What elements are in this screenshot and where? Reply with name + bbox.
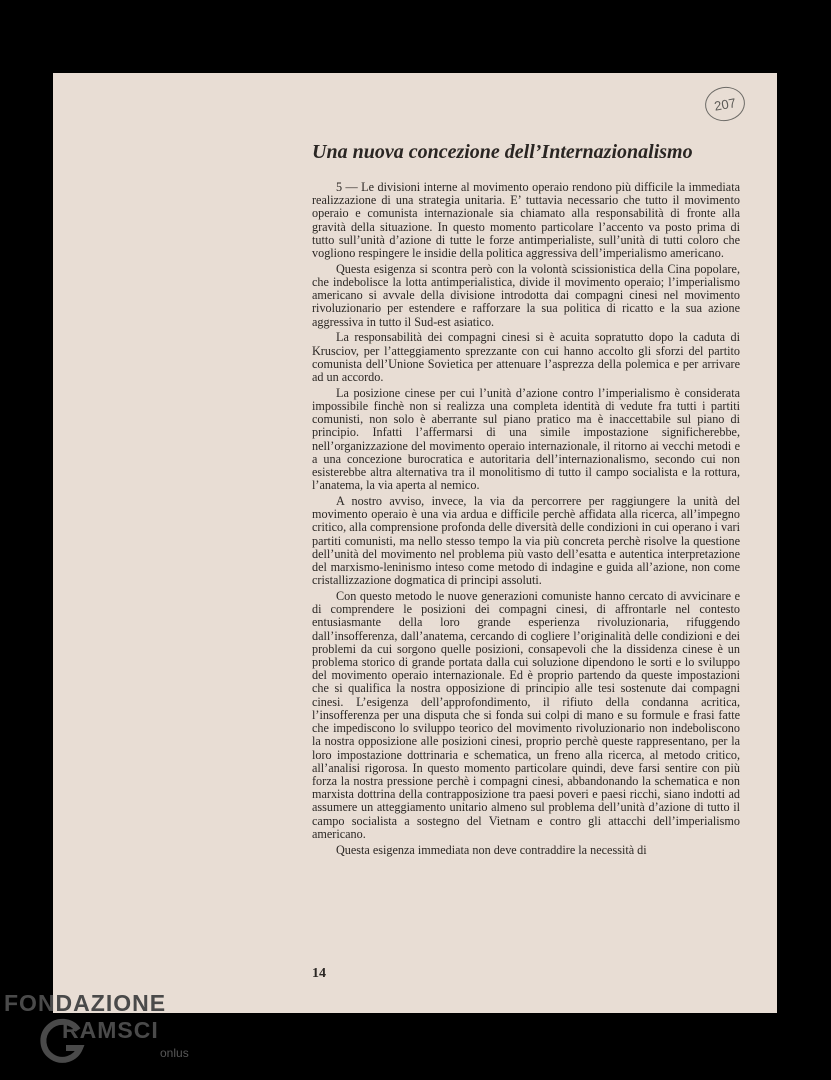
body-text <box>312 181 740 859</box>
watermark-line3: onlus <box>160 1046 189 1060</box>
page-title: Una nuova concezione dell’Internazionalismo <box>312 141 693 163</box>
document-page <box>53 73 777 1013</box>
paragraph-2: Questa esigenza si scontra però con la volontà scissionistica della Cina popolare, che indebolisce la lotta antimperialistica, divide il movimento operaio; l’imperialismo americano si avvale della divisione introdotta dai compagni cinesi nel movimento rivoluzionario per estendere e rafforzare la sua politica di ricatto e la sua azione aggressiva in tutto il Sud-est asiatico. <box>312 261 740 329</box>
watermark-line1: FONDAZIONE <box>4 990 167 1016</box>
paragraph-3: La responsabilità dei compagni cinesi si è acuita sopratutto dopo la caduta di Krusciov, per l’atteggiamento sprezzante con cui hanno accolto gli sforzi del partito comunista dell’Unione Sovietica per attenuare l’asprezza della polemica e per arrivare ad un accordo. <box>312 330 740 385</box>
archive-stamp: 207 <box>702 84 747 124</box>
paragraph-1: 5 — Le divisioni interne al movimento operaio rendono più difficile la immediata realizzazione di una strategia unitaria. E’ tuttavia necessario che tutto il movimento operaio e comunista internazionale sia chiamato alla responsabilità di fronte alla gravità della situazione. In questo momento particolare l’accento va posto prima di tutto sull’unità d’azione di tutte le forze antimperialiste, sull’unità di tutti coloro che vogliono respingere le insidie della politica aggressiva dell’imperialismo americano. <box>312 180 740 261</box>
paragraph-6: Con questo metodo le nuove generazioni comuniste hanno cercato di avvicinare e di comprendere le posizioni dei compagni cinesi, di affrontarle nel contesto entusiasmante della loro grande esperienza rivoluzionaria, rifuggendo dall’insofferenza, dall’anatema, cercando di cogliere l’originalità delle condizioni e dei problemi da cui sorgono quelle posizioni, consapevoli che la dissidenza cinese è un problema storico di grande portata dalla cui soluzione dipendono le sorti e lo sviluppo del movimento operaio internazionale. Ed è proprio partendo da queste impostazioni che si qualifica la nostra opposizione di principio alle tesi sostenute dai compagni cinesi. L’esigenza dell’approfondimento, il rifiuto della condanna acritica, l’insofferenza per una disputa che si fonda sui colpi di mano e su formule e frasi fatte che impediscono lo sviluppo teorico del movimento rivoluzionario non indeboliscono la nostra opposizione alle posizioni cinesi, proprio perchè queste rappresentano, per la loro impostazione dottrinaria e schematica, un freno alla ricerca, al metodo critico, all’analisi rigorosa. In questo momento particolare quindi, deve farsi sentire con più forza la nostra pressione perchè i compagni cinesi, abbandonando la schematica e non marxista dottrina della contrapposizione tra paesi poveri e paesi ricchi, siano indotti ad assumere un atteggiamento unitario almeno sul problema dell’unità d’azione di tutto il campo socialista a sostegno del Vietnam e contro gli attacchi dell’imperialismo americano. <box>312 589 740 841</box>
fondazione-gramsci-watermark <box>4 990 214 1080</box>
watermark-line2: RAMSCI <box>62 1017 159 1043</box>
paragraph-7: Questa esigenza immediata non deve contraddire la necessità di <box>336 842 647 857</box>
page-number: 14 <box>312 966 326 981</box>
paragraph-5: A nostro avviso, invece, la via da percorrere per raggiungere la unità del movimento operaio è una via ardua e difficile perchè affidata alla ricerca, all’impegno critico, alla comprensione profonda delle diversità delle condizioni in cui operano i vari partiti comunisti, ma nello stesso tempo la via più concreta perchè risolve la questione dell’unità del movimento nel problema più vasto dell’esatta e autentica interpretazione del marxismo-leninismo inteso come metodo di indagine e guida all’azione, non come cristallizzazione dogmatica di principi assoluti. <box>312 494 740 588</box>
paragraph-4: La posizione cinese per cui l’unità d’azione contro l’imperialismo è considerata impossibile finchè non si realizza una completa identità di vedute fra tutti i partiti comunisti, non solo è aberrante sul piano pratico ma è inaccettabile sul piano di principio. Infatti l’affermarsi di una simile impostazione significherebbe, nell’organizzazione del movimento operaio internazionale, il ritorno ai vecchi metodi e a una concezione burocratica e autoritaria dell’internazionalismo, secondo cui non esisterebbe altra alternativa tra il monolitismo di tutto il campo socialista e la rottura, l’anatema, la via aperta al nemico. <box>312 385 740 493</box>
